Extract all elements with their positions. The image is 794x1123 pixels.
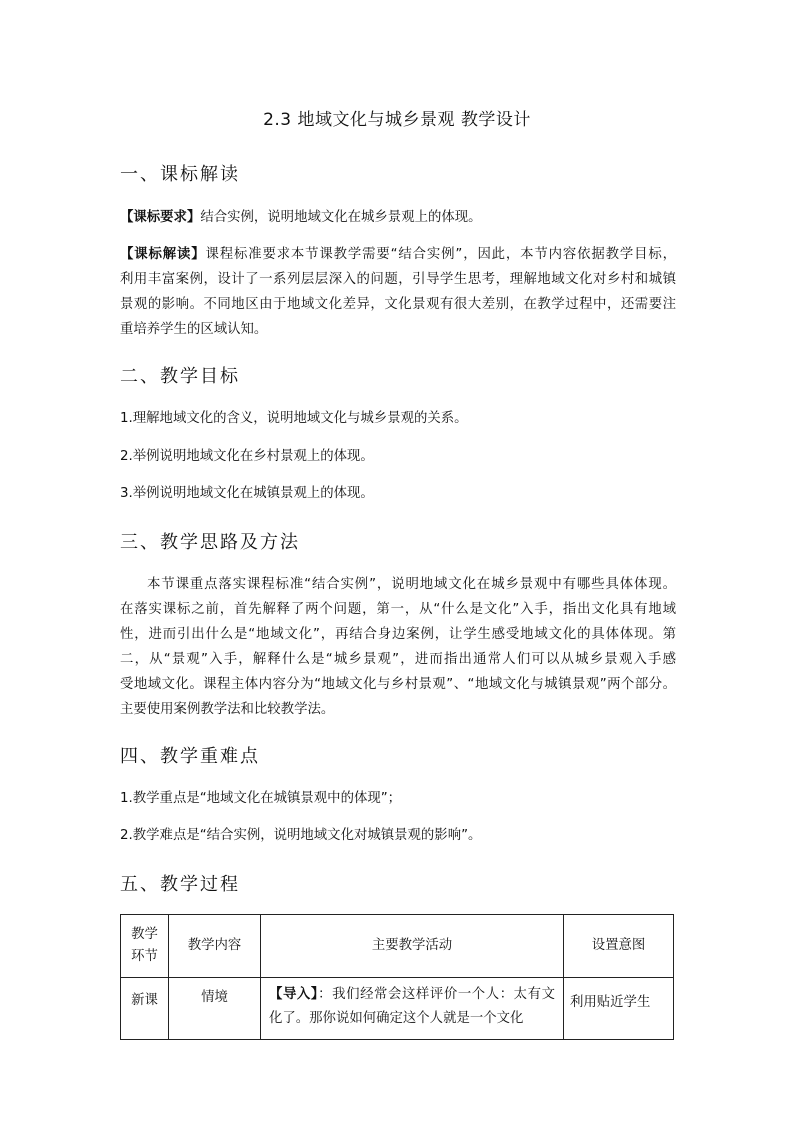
cell-content: 情境 bbox=[169, 978, 261, 1040]
section-heading-approach: 三、教学思路及方法 bbox=[120, 532, 300, 553]
approach-line-2: 在落实课标之前，首先解释了两个问题，第一，从“什么是文化”入手，指出文化具有地域 bbox=[120, 602, 676, 617]
curriculum-interpretation-line-1-text: 课程标准要求本节课教学需要“结合实例”，因此，本节内容依据教学目标， bbox=[205, 247, 677, 262]
curriculum-interpretation-line-4: 重培养学生的区域认知。 bbox=[120, 322, 268, 337]
key-point-item-1: 1.教学重点是“地域文化在城镇景观中的体现”； bbox=[120, 791, 402, 806]
approach-line-6: 主要使用案例教学法和比较教学法。 bbox=[120, 702, 335, 717]
approach-line-1: 本节课重点落实课程标准“结合实例”，说明地域文化在城乡景观中有哪些具体体现。 bbox=[147, 577, 676, 592]
header-activity: 主要教学活动 bbox=[261, 915, 564, 978]
curriculum-interpretation-label: 【课标解读】 bbox=[120, 247, 206, 262]
objective-item-2: 2.举例说明地域文化在乡村景观上的体现。 bbox=[120, 449, 374, 464]
header-content: 教学内容 bbox=[169, 915, 261, 978]
curriculum-requirement-label: 【课标要求】 bbox=[120, 210, 201, 225]
approach-line-5: 受地域文化。课程主体内容分为“地域文化与乡村景观”、“地域文化与城镇景观”两个部分。 bbox=[120, 677, 676, 692]
curriculum-interpretation-line-3: 景观的影响。不同地区由于地域文化差异，文化景观有很大差别，在教学过程中，还需要注 bbox=[120, 297, 676, 312]
curriculum-interpretation-line-1 bbox=[120, 242, 676, 267]
header-intent: 设置意图 bbox=[564, 915, 674, 978]
curriculum-interpretation-paragraph bbox=[120, 242, 676, 342]
activity-label: 【导入】 bbox=[269, 987, 319, 1002]
header-stage-line-2: 环节 bbox=[131, 949, 158, 964]
curriculum-requirement-paragraph bbox=[120, 205, 676, 230]
cell-activity bbox=[261, 978, 564, 1040]
table-row bbox=[121, 978, 674, 1040]
section-heading-process: 五、教学过程 bbox=[120, 874, 240, 895]
key-point-item-2: 2.教学难点是“结合实例，说明地域文化对城镇景观的影响”。 bbox=[120, 828, 482, 843]
section-heading-objectives: 二、教学目标 bbox=[120, 366, 240, 387]
section-heading-key-points: 四、教学重难点 bbox=[120, 746, 260, 767]
approach-paragraph bbox=[120, 572, 676, 722]
table-header-row bbox=[121, 915, 674, 978]
objective-item-3: 3.举例说明地域文化在城镇景观上的体现。 bbox=[120, 486, 374, 501]
activity-text: ：我们经常会这样评价一个人：太有文化了。那你说如何确定这个人就是一个文化 bbox=[269, 987, 555, 1026]
curriculum-requirement-text: 结合实例，说明地域文化在城乡景观上的体现。 bbox=[200, 210, 482, 225]
header-stage bbox=[121, 915, 169, 978]
section-heading-curriculum: 一、课标解读 bbox=[120, 164, 240, 185]
approach-line-3: 性，进而引出什么是“地域文化”，再结合身边案例，让学生感受地域文化的具体体现。第 bbox=[120, 627, 676, 642]
document-title: 2.3 地域文化与城乡景观 教学设计 bbox=[263, 110, 531, 130]
approach-line-4: 二，从“景观”入手，解释什么是“城乡景观”，进而指出通常人们可以从城乡景观入手感 bbox=[120, 652, 676, 667]
curriculum-interpretation-line-2: 利用丰富案例，设计了一系列层层深入的问题，引导学生思考，理解地域文化对乡村和城镇 bbox=[120, 272, 676, 287]
teaching-process-table bbox=[120, 914, 674, 1040]
cell-intent: 利用贴近学生 bbox=[564, 978, 674, 1040]
cell-stage: 新课 bbox=[121, 978, 169, 1040]
header-stage-line-1: 教学 bbox=[131, 927, 158, 942]
objective-item-1: 1.理解地域文化的含义，说明地域文化与城乡景观的关系。 bbox=[120, 411, 468, 426]
